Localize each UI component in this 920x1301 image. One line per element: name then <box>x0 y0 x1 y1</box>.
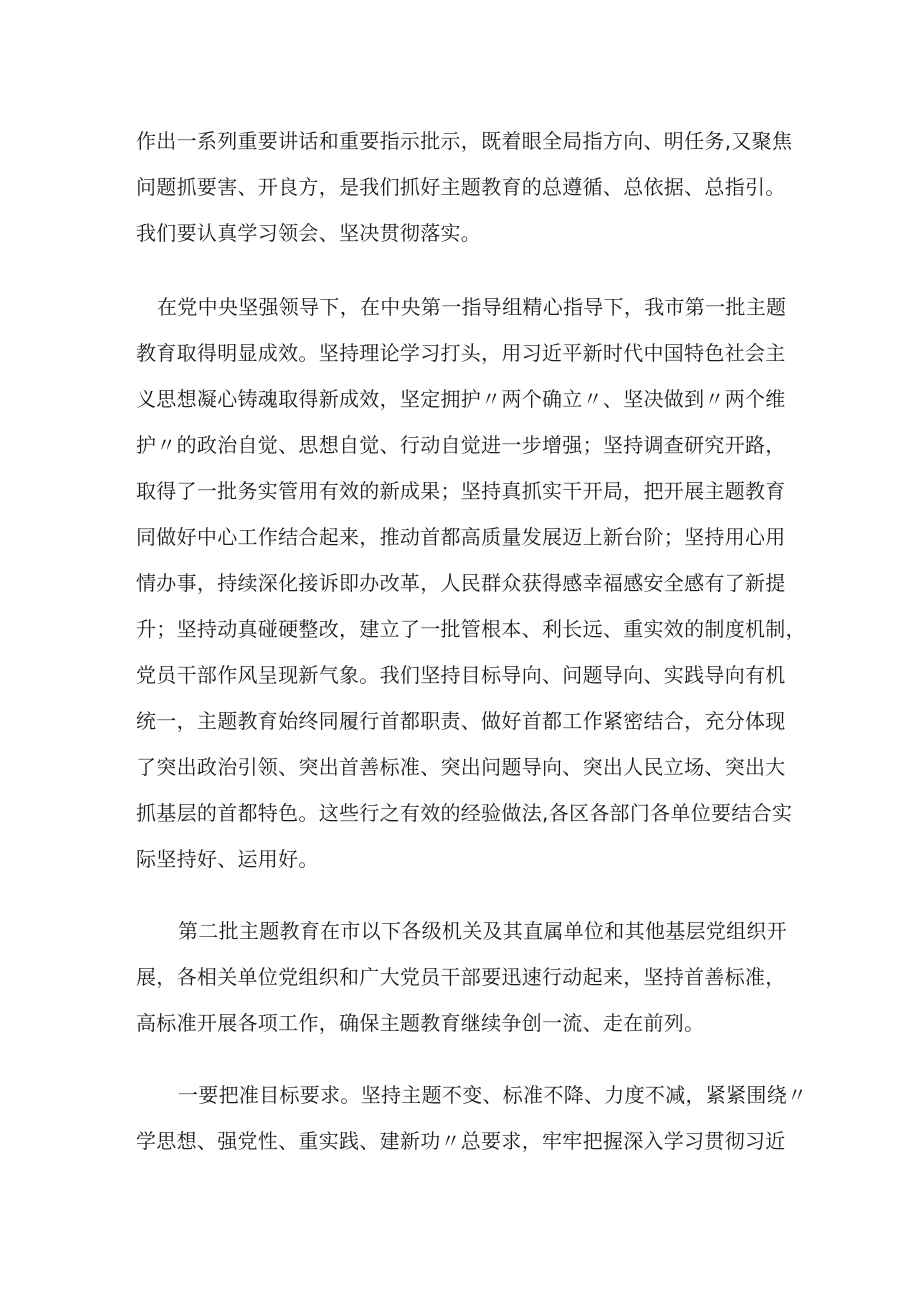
text-line: 升；坚持动真碰硬整改，建立了一批管根本、利长远、重实效的制度机制， <box>136 617 806 641</box>
text-line: 了突出政治引领、突出首善标准、突出问题导向、突出人民立场、突出大 <box>136 755 786 779</box>
text-line: 统一，主题教育始终同履行首都职责、做好首都工作紧密结合，充分体现 <box>136 709 786 733</box>
text-line: 义思想凝心铸魂取得新成效，坚定拥护〃两个确立〃、坚决做到〃两个维 <box>136 387 786 411</box>
text-line: 党员干部作风呈现新气象。我们坚持目标导向、问题导向、实践导向有机 <box>136 663 786 687</box>
text-line: 一要把准目标要求。坚持主题不变、标准不降、力度不减，紧紧围绕〃 <box>178 1083 808 1107</box>
text-line: 作出一系列重要讲话和重要指示批示，既着眼全局指方向、明任务,又聚焦 <box>136 129 793 153</box>
text-line: 第二批主题教育在市以下各级机关及其直属单位和其他基层党组织开 <box>178 919 787 943</box>
text-line: 抓基层的首都特色。这些行之有效的经验做法,各区各部门各单位要结合实 <box>136 801 793 825</box>
text-line: 我们要认真学习领会、坚决贯彻落实。 <box>136 221 482 245</box>
text-line: 展，各相关单位党组织和广大党员干部要迅速行动起来，坚持首善标准， <box>136 965 786 989</box>
text-line: 问题抓要害、开良方，是我们抓好主题教育的总遵循、总依据、总指引。 <box>136 175 786 199</box>
text-line: 教育取得明显成效。坚持理论学习打头，用习近平新时代中国特色社会主 <box>136 341 786 365</box>
text-line: 学思想、强党性、重实践、建新功〃总要求，牢牢把握深入学习贯彻习近 <box>136 1129 786 1153</box>
text-line: 取得了一批务实管用有效的新成果；坚持真抓实干开局，把开展主题教育 <box>136 479 786 503</box>
text-line: 在党中央坚强领导下，在中央第一指导组精心指导下，我市第一批主题 <box>157 295 787 319</box>
text-line: 同做好中心工作结合起来，推动首都高质量发展迈上新台阶；坚持用心用 <box>136 525 786 549</box>
text-line: 情办事，持续深化接诉即办改革，人民群众获得感幸福感安全感有了新提 <box>136 571 786 595</box>
text-line: 护〃的政治自觉、思想自觉、行动自觉进一步增强；坚持调查研究开路， <box>136 433 786 457</box>
text-line: 高标准开展各项工作，确保主题教育继续争创一流、走在前列。 <box>136 1011 705 1035</box>
text-line: 际坚持好、运用好。 <box>136 847 319 871</box>
